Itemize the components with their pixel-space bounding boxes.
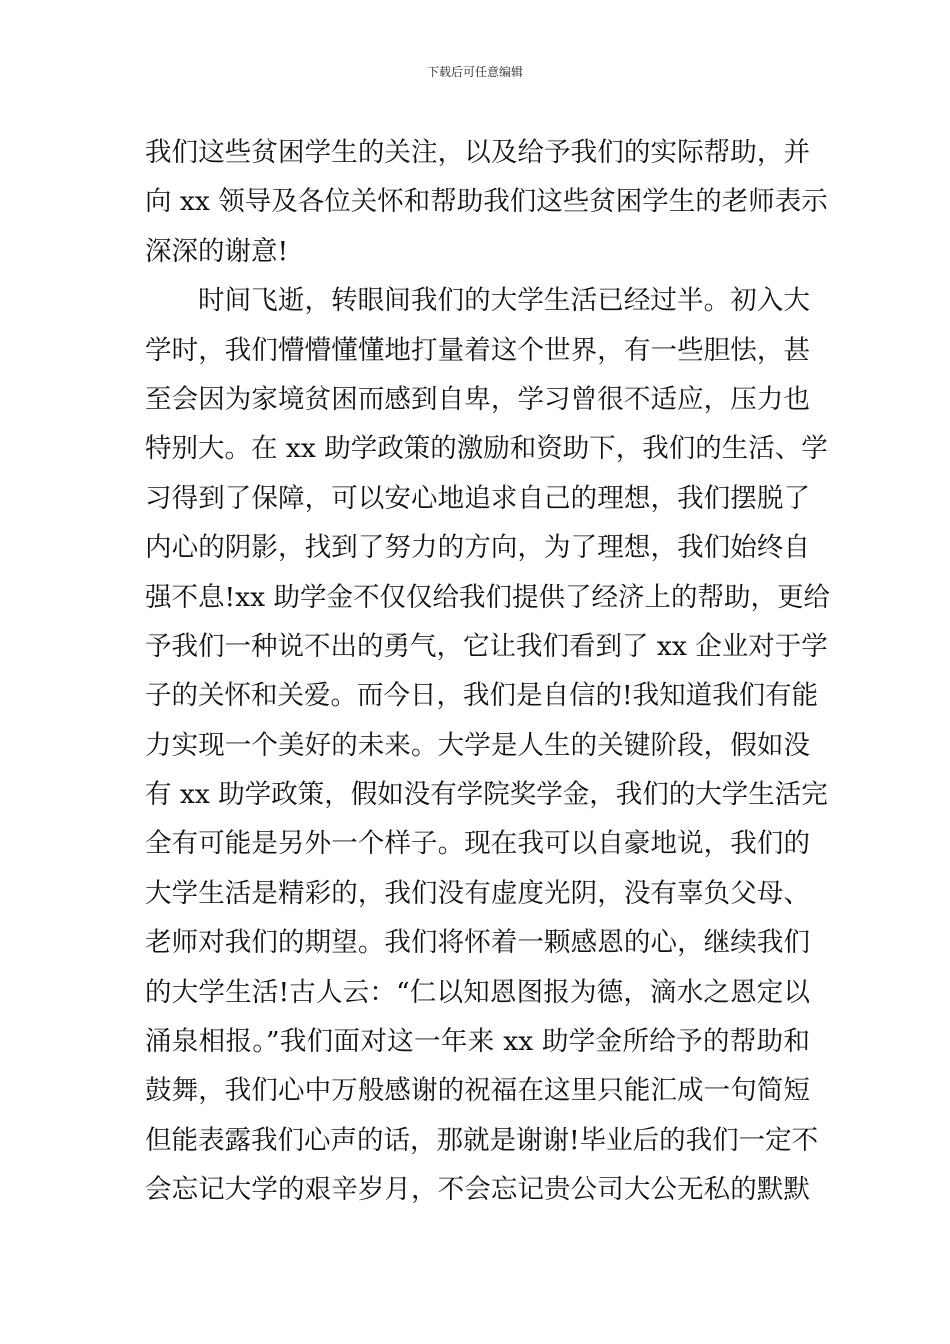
- text-line: 特别大。在 xx 助学政策的激励和资助下，我们的生活、学: [145, 433, 828, 465]
- text-line: 鼓舞，我们心中万般感谢的祝福在这里只能汇成一句简短: [145, 1075, 810, 1107]
- text-line: 至会因为家境贫困而感到自卑，学习曾很不适应，压力也: [145, 383, 810, 415]
- text-line: 但能表露我们心声的话，那就是谢谢!毕业后的我们一定不: [145, 1124, 819, 1156]
- text-line: 会忘记大学的艰辛岁月，不会忘记贵公司大公无私的默默: [145, 1174, 810, 1206]
- text-line: 习得到了保障，可以安心地追求自己的理想，我们摆脱了: [145, 482, 810, 514]
- text-line: 内心的阴影，找到了努力的方向，为了理想，我们始终自: [145, 532, 810, 564]
- text-line: 学时，我们懵懵懂懂地打量着这个世界，有一些胆怯，甚: [145, 334, 810, 366]
- text-line: 予我们一种说不出的勇气，它让我们看到了 xx 企业对于学: [145, 630, 828, 662]
- text-line: 强不息!xx 助学金不仅仅给我们提供了经济上的帮助，更给: [145, 581, 830, 613]
- document-body: [145, 128, 830, 1215]
- text-line: 大学生活是精彩的，我们没有虚度光阴，没有辜负父母、: [145, 877, 810, 909]
- text-line: 深深的谢意!: [145, 235, 289, 267]
- text-line: 力实现一个美好的未来。大学是人生的关键阶段，假如没: [145, 729, 810, 761]
- text-line: 老师对我们的期望。我们将怀着一颗感恩的心，继续我们: [145, 927, 810, 959]
- text-line: 向 xx 领导及各位关怀和帮助我们这些贫困学生的老师表示: [145, 186, 828, 218]
- text-line: 有 xx 助学政策，假如没有学院奖学金，我们的大学生活完: [145, 779, 828, 811]
- text-line: 时间飞逝，转眼间我们的大学生活已经过半。初入大: [198, 285, 810, 317]
- text-line: 我们这些贫困学生的关注，以及给予我们的实际帮助，并: [145, 137, 810, 168]
- text-line: 涌泉相报。”我们面对这一年来 xx 助学金所给予的帮助和: [145, 1026, 810, 1058]
- page-header: 下载后可任意编辑: [426, 65, 523, 79]
- text-line: 的大学生活!古人云：“仁以知恩图报为德，滴水之恩定以: [145, 976, 810, 1008]
- text-line: 全有可能是另外一个样子。现在我可以自豪地说，我们的: [145, 828, 810, 860]
- text-line: 子的关怀和关爱。而今日，我们是自信的!我知道我们有能: [145, 680, 819, 712]
